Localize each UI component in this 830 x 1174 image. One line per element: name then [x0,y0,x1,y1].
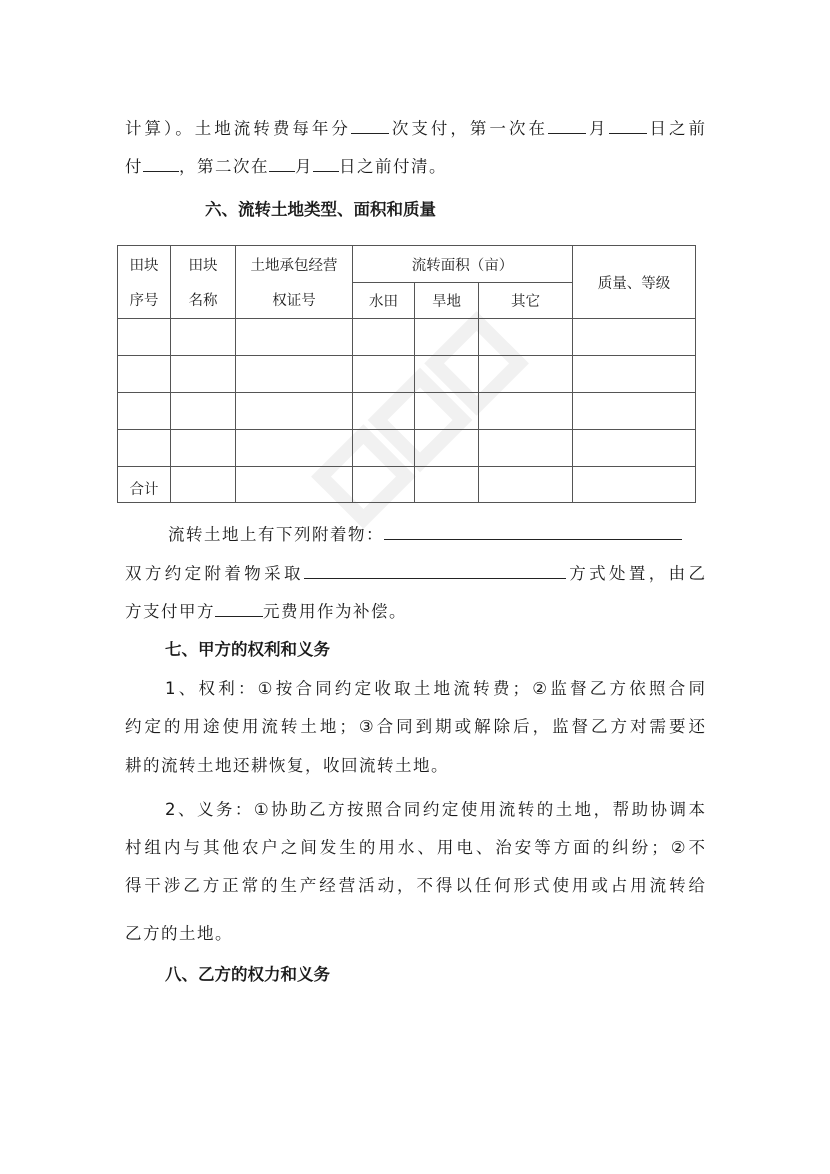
attachment-line-3: 方支付甲方 元费用作为补偿。 [125,602,407,621]
table-row [118,319,696,356]
payment-line-2: 付 ，第二次在 月 日之前付清。 [125,157,447,176]
header-name: 田块 名称 [171,246,236,319]
section-8-heading: 八、乙方的权力和义务 [165,965,330,984]
duties-line: 村组内与其他农户之间发生的用水、用电、治安等方面的纠纷；②不 [125,838,705,857]
header-quality: 质量、等级 [573,246,696,319]
attachment-line-1: 流转土地上有下列附着物： [168,523,748,546]
header-seq: 田块 序号 [118,246,171,319]
header-area: 流转面积（亩） [353,246,573,283]
total-label: 合计 [118,467,171,503]
table-row [118,393,696,430]
rights-line: 1、权利：①按合同约定收取土地流转费；②监督乙方依照合同 [165,679,705,698]
payment-line-1: 计算）。土地流转费每年分 次支付，第一次在 月 日之前 [125,119,706,138]
total-row [118,467,696,503]
duties-line: 得干涉乙方正常的生产经营活动，不得以任何形式使用或占用流转给 [125,876,705,895]
duties-line: 2、义务：①协助乙方按照合同约定使用流转的土地，帮助协调本 [165,800,705,819]
header-other: 其它 [479,283,573,319]
header-cert: 土地承包经营 权证号 [236,246,353,319]
attachment-line-2: 双方约定附着物采取 方式处置，由乙 [125,564,705,583]
header-dry: 旱地 [415,283,479,319]
table-row [118,430,696,467]
rights-line: 约定的用途使用流转土地；③合同到期或解除后，监督乙方对需要还 [125,717,705,736]
land-table [117,245,696,503]
header-paddy: 水田 [353,283,415,319]
rights-line: 耕的流转土地还耕恢复，收回流转土地。 [125,756,449,775]
section-7-heading: 七、甲方的权利和义务 [165,640,330,659]
duties-line: 乙方的土地。 [125,924,233,943]
table-row [118,356,696,393]
section-6-heading: 六、流转土地类型、面积和质量 [205,200,436,219]
